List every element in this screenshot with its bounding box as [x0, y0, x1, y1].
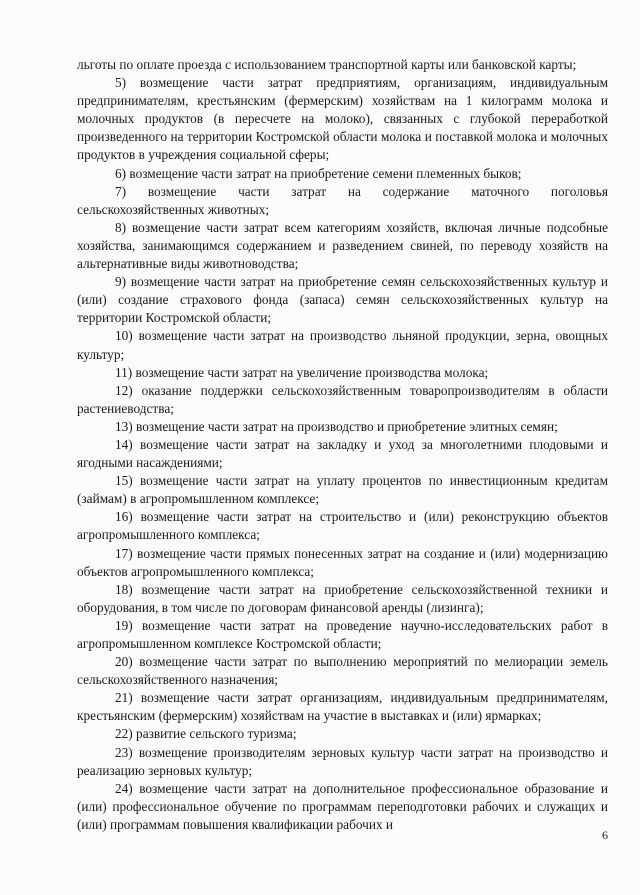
list-item-19: 19) возмещение части затрат на проведение научно-исследовательских работ в агропромышленном комплексе Костромской области; — [77, 617, 608, 651]
list-item-11: 11) возмещение части затрат на увеличение производства молока; — [115, 364, 489, 380]
list-item-17: 17) возмещение части прямых понесенных затрат на создание и (или) модернизацию объектов агропромышленного комплекса; — [77, 545, 608, 579]
list-item-7: 7) возмещение части затрат на содержание маточного поголовья сельскохозяйственных животных; — [77, 183, 608, 217]
list-item-9: 9) возмещение части затрат на приобретение семян сельскохозяйственных культур и (или) создание страхового фонда (запаса) семян сельскохозяйственных культур на территории Костромской области; — [77, 274, 608, 326]
list-item-18: 18) возмещение части затрат на приобретение сельскохозяйственной техники и оборудования, в том числе по договорам финансовой аренды (лизинга); — [77, 581, 608, 615]
list-item-15: 15) возмещение части затрат на уплату процентов по инвестиционным кредитам (займам) в агропромышленном комплексе; — [77, 473, 608, 507]
page-number: 6 — [602, 828, 608, 842]
document-body — [77, 56, 608, 834]
list-item-6: 6) возмещение части затрат на приобретение семени племенных быков; — [115, 165, 522, 181]
list-item-8: 8) возмещение части затрат всем категориям хозяйств, включая личные подсобные хозяйства, занимающимся содержанием и разведением свиней, по переводу хозяйств на альтернативные виды животноводства; — [77, 219, 608, 272]
list-item-23: 23) возмещение производителям зерновых культур части затрат на производство и реализацию зерновых культур; — [77, 744, 608, 778]
list-item-13: 13) возмещение части затрат на производство и приобретение элитных семян; — [115, 418, 558, 434]
list-item-5: 5) возмещение части затрат предприятиям, организациям, индивидуальным предпринимателям, крестьянским (фермерским) хозяйствам на 1 килограмм молока и молочных продуктов (в пересчете на молоко), связанных с глубокой переработкой произведенного на территории Костромской области молока и поставкой молока и молочных продуктов в учреждения социальной сферы; — [77, 75, 608, 163]
paragraph-continuation: льготы по оплате проезда с использованием транспортной карты или банковской карты; — [77, 57, 577, 72]
list-item-22: 22) развитие сельского туризма; — [115, 726, 297, 742]
list-item-10: 10) возмещение части затрат на производство льняной продукции, зерна, овощных культур; — [77, 328, 608, 362]
list-item-24: 24) возмещение части затрат на дополнительное профессиональное образование и (или) профессиональное обучение по программам переподготовки рабочих и служащих и (или) программам повышения квалификации рабочих и — [77, 780, 608, 832]
list-item-16: 16) возмещение части затрат на строительство и (или) реконструкцию объектов агропромышленного комплекса; — [77, 509, 608, 543]
list-item-14: 14) возмещение части затрат на закладку и уход за многолетними плодовыми и ягодными насаждениями; — [77, 436, 608, 471]
list-item-20: 20) возмещение части затрат по выполнению мероприятий по мелиорации земель сельскохозяйственного назначения; — [77, 654, 608, 688]
list-item-12: 12) оказание поддержки сельскохозяйственным товаропроизводителям в области растениеводства; — [77, 382, 608, 416]
list-item-21: 21) возмещение части затрат организациям, индивидуальным предпринимателям, крестьянским (фермерским) хозяйствам на участие в выставках и (или) ярмарках; — [77, 690, 608, 724]
